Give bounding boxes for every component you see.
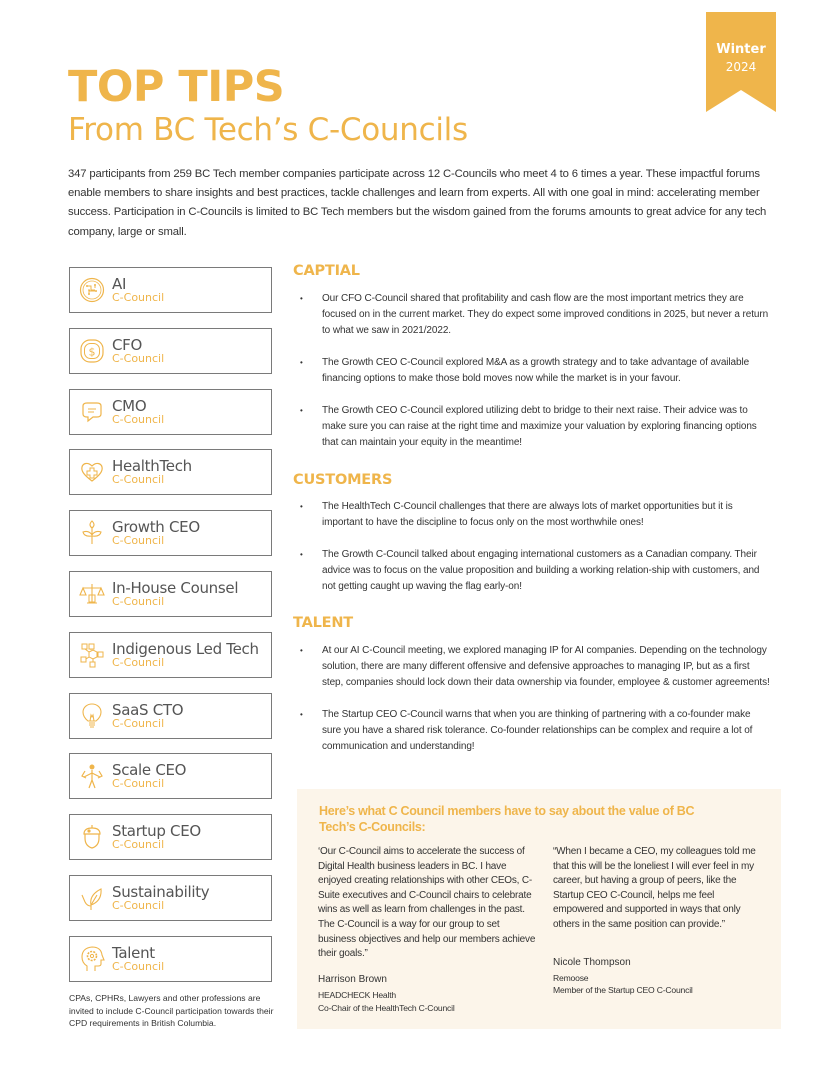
heart-cross-icon — [79, 459, 105, 485]
council-list — [69, 267, 272, 997]
growing-plant-icon — [79, 520, 105, 546]
testimonial-author: Harrison Brown — [318, 974, 387, 985]
testimonial-author: Nicole Thompson — [553, 957, 631, 968]
testimonial-role: Co-Chair of the HealthTech C-Council — [318, 1003, 455, 1013]
council-card-growth-ceo — [69, 510, 272, 556]
ribbon-year: 2024 — [725, 60, 757, 74]
council-card-in-house-counsel — [69, 571, 272, 617]
lightbulb-icon — [79, 703, 105, 729]
council-name: SaaS CTO — [112, 700, 184, 719]
ribbon-season: Winter — [716, 42, 766, 57]
testimonial-role: Member of the Startup CEO C-Council — [553, 985, 693, 995]
page-title: TOP TIPS — [68, 62, 285, 112]
speech-bubble-icon — [79, 399, 105, 425]
council-name: Growth CEO — [112, 518, 200, 537]
council-subtitle: C-Council — [112, 594, 165, 608]
intro-paragraph: 347 participants from 259 BC Tech member companies participate across 12 C-Councils who meet 4 to 6 times a year. These impactful forums enable members to share insights and best practices, tackle challenges and learn from experts. All with one goal in mind: accelerating member success. Participation in C-Councils is limited to BC Tech members but the wisdom gained from the forums amounts to great advice for any tech company, large or small. — [68, 168, 767, 238]
tip-text: The Growth C-Council talked about engaging international customers as a Canadian company. Their advice was to focus on the value proposition and building a working relation-ship with customers, and not getting caught up waving the flag early-on! — [322, 549, 760, 592]
council-subtitle: C-Council — [112, 716, 165, 730]
council-subtitle: C-Council — [112, 291, 165, 304]
council-name: Startup CEO — [112, 822, 201, 841]
council-card-startup-ceo — [69, 814, 272, 860]
cpd-footnote: CPAs, CPHRs, Lawyers and other professions are invited to include C-Council participation towards their CPD requirements in British Columbia. — [69, 993, 274, 1028]
council-name: In-House Counsel — [112, 578, 239, 597]
council-name: HealthTech — [112, 457, 192, 476]
testimonial-org: Remoose — [553, 973, 589, 983]
page-subtitle: From BC Tech’s C-Councils — [68, 112, 468, 148]
council-subtitle: C-Council — [112, 351, 165, 365]
council-name: CMO — [112, 396, 147, 415]
tip-item — [300, 291, 770, 339]
talent-tips — [300, 643, 770, 771]
bullet: • — [300, 710, 303, 719]
council-name: AI — [112, 275, 127, 293]
council-card-sustainability — [69, 875, 272, 921]
tip-text: Our CFO C-Council shared that profitability and cash flow are the most important metrics they are focused on in the current market. They do expect some improved conditions in 2025, but never a return to what we saw in 2021/2022. — [322, 293, 769, 336]
council-card-cmo — [69, 389, 272, 435]
section-heading-capital: CAPTIAL — [293, 263, 360, 279]
tip-text: The Growth CEO C-Council explored utilizing debt to bridge to their next raise. Their advice was to make sure you can raise at the right time and maximize your valuation by exploring financing options that can maintain your equity in the meantime! — [322, 405, 757, 448]
council-card-cfo — [69, 328, 272, 374]
testimonial-quote: “When I became a CEO, my colleagues told me that this will be the loneliest I will ever feel in my career, but having a group of peers, like the Startup CEO C-Council, helps me feel empowered and supported in ways that only others in the same position can provide.” — [553, 846, 756, 930]
scales-icon — [79, 581, 105, 607]
leaf-person-icon — [79, 763, 105, 789]
council-name: CFO — [112, 335, 143, 354]
bullet: • — [300, 646, 303, 655]
bullet: • — [300, 358, 303, 367]
testimonials-panel — [297, 789, 781, 1029]
council-card-ai — [69, 267, 272, 313]
bullet: • — [300, 406, 303, 415]
council-card-talent — [69, 936, 272, 982]
svg-text:$: $ — [88, 345, 96, 359]
tip-item — [300, 547, 770, 595]
tip-item — [300, 499, 770, 531]
council-subtitle: C-Council — [112, 838, 165, 852]
testimonial-quote: ‘Our C-Council aims to accelerate the success of Digital Health business leaders in BC. I have enjoyed creating relationships with other CEOs, C-Suite executives and C-Council chairs to celebrate wins as well as learn from challenges in the past. The C-Council is a way for our group to set business objectives and help our members achieve their goals.” — [318, 846, 536, 960]
council-subtitle: C-Council — [112, 534, 165, 548]
council-subtitle: C-Council — [112, 655, 165, 669]
bullet: • — [300, 294, 303, 303]
head-gear-icon — [79, 946, 105, 972]
circuit-brain-icon — [79, 277, 105, 303]
leaf-hand-icon — [79, 885, 105, 911]
council-subtitle: C-Council — [112, 959, 165, 973]
council-card-healthtech — [69, 449, 272, 495]
council-subtitle: C-Council — [112, 473, 165, 487]
dollar-coin-icon — [79, 338, 105, 364]
council-name: Sustainability — [112, 882, 210, 901]
council-subtitle: C-Council — [112, 898, 165, 912]
council-card-indigenous-led-tech — [69, 632, 272, 678]
tip-text: The HealthTech C-Council challenges that there are always lots of market opportunities but it is important to have the discipline to focus only on the most worthwhile ones! — [322, 501, 733, 528]
testimonials-heading: Here’s what C Council members have to say about the value of BC Tech’s C-Councils: — [319, 804, 695, 834]
testimonial-org: HEADCHECK Health — [318, 990, 396, 1000]
tip-item — [300, 403, 770, 451]
council-card-scale-ceo — [69, 753, 272, 799]
capital-tips — [300, 291, 770, 467]
tip-text: The Startup CEO C-Council warns that when you are thinking of partnering with a co-founder make sure you have a shared risk tolerance. Co-founder relationships can be complex and require a lot of communication and understanding! — [322, 709, 753, 752]
tip-text: The Growth CEO C-Council explored M&A as a growth strategy and to take advantage of available financing options to make those bold moves now while the market is in your favour. — [322, 357, 750, 384]
tip-item — [300, 643, 770, 691]
tip-text: At our AI C-Council meeting, we explored managing IP for AI companies. Depending on the technology solution, there are many different offensive and defensive approaches to managing IP, but as a first step, companies should lock down their data ownership via founder, employee & customer agreements! — [322, 645, 770, 688]
section-heading-customers: CUSTOMERS — [293, 472, 393, 488]
customers-tips — [300, 499, 770, 611]
council-card-saas-cto — [69, 693, 272, 739]
council-name: Scale CEO — [112, 761, 187, 780]
tip-item — [300, 707, 770, 755]
tip-item — [300, 355, 770, 387]
bullet: • — [300, 502, 303, 511]
council-name: Talent — [112, 943, 155, 962]
acorn-icon — [79, 824, 105, 850]
council-subtitle: C-Council — [112, 777, 165, 791]
council-subtitle: C-Council — [112, 412, 165, 426]
season-ribbon — [706, 12, 776, 112]
bullet: • — [300, 550, 303, 559]
council-name: Indigenous Led Tech — [112, 639, 259, 658]
network-nodes-icon — [79, 642, 105, 668]
section-heading-talent: TALENT — [293, 615, 353, 631]
